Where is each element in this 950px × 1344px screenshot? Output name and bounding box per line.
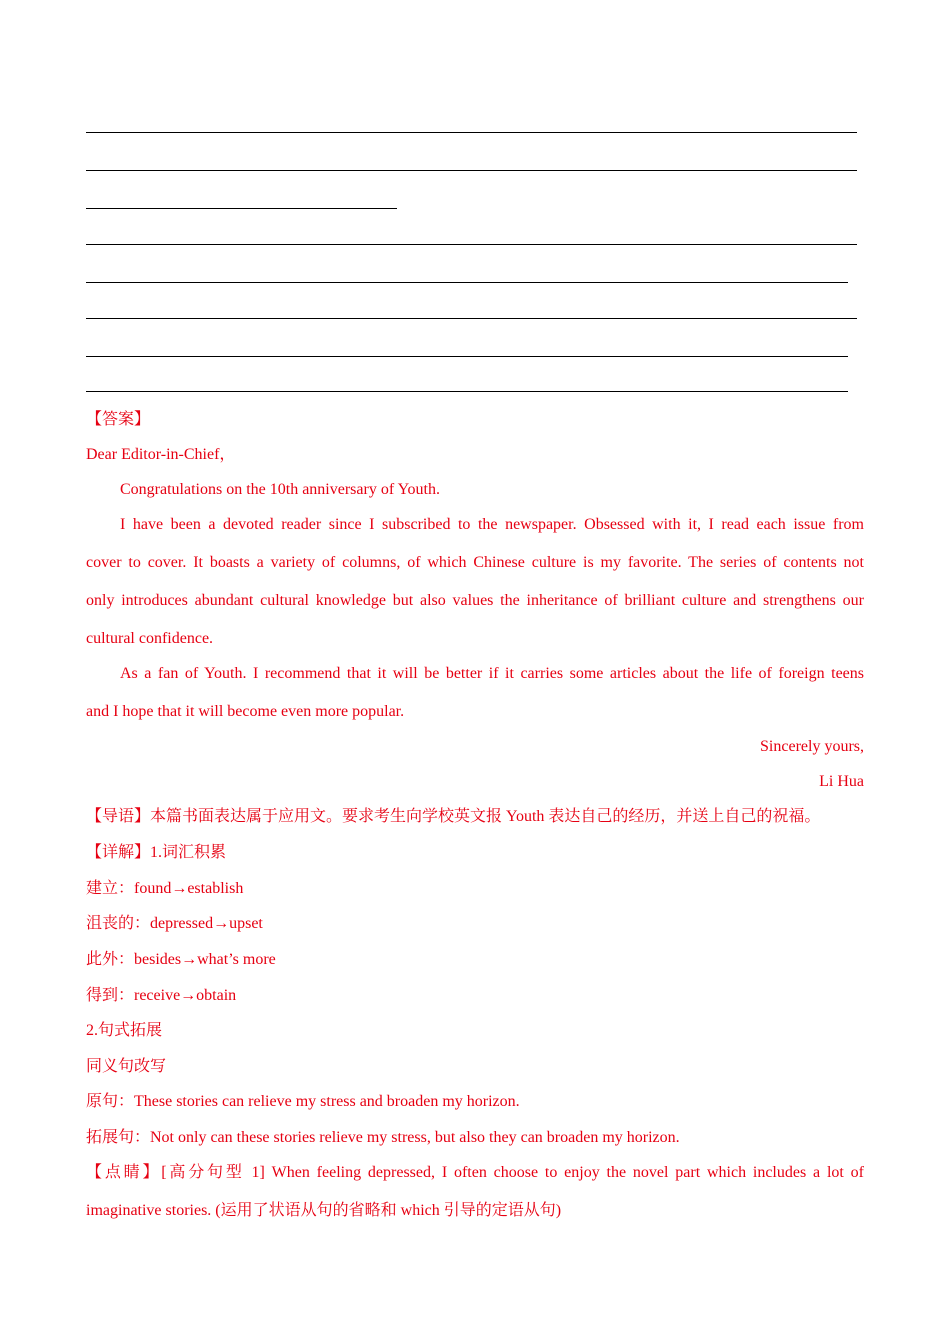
letter-paragraph-2-line: I have been a devoted reader since I subscribed to the newspaper. Obsessed with it, I read each issue from — [120, 516, 864, 533]
detail-heading: 【详解】1.词汇积累 — [86, 844, 227, 861]
writing-line — [86, 356, 848, 357]
answer-heading: 【答案】 — [86, 411, 151, 428]
writing-line — [86, 132, 857, 133]
writing-line — [86, 391, 848, 392]
vocab-item: 此外：besides→what’s more — [86, 951, 276, 968]
writing-line — [86, 170, 857, 171]
subsection-heading: 同义句改写 — [86, 1058, 167, 1075]
letter-paragraph-3-line: As a fan of Youth. I recommend that it will be better if it carries some articles about the life of foreign teens — [120, 665, 864, 682]
letter-paragraph-3-line: and I hope that it will become even more popular. — [86, 703, 405, 720]
letter-closing: Sincerely yours, — [760, 738, 864, 755]
writing-line — [86, 208, 397, 209]
letter-paragraph-1: Congratulations on the 10th anniversary of Youth. — [120, 481, 440, 498]
writing-line — [86, 318, 857, 319]
highlight-line: imaginative stories. (运用了状语从句的省略和 which 引导的定语从句) — [86, 1202, 562, 1219]
vocab-item: 得到：receive→obtain — [86, 987, 237, 1004]
letter-paragraph-2-line: only introduces abundant cultural knowledge but also values the inheritance of brilliant culture and strengthens our — [86, 592, 864, 609]
letter-paragraph-2-line: cultural confidence. — [86, 630, 214, 647]
section-heading: 2.句式拓展 — [86, 1022, 163, 1039]
writing-line — [86, 244, 857, 245]
letter-signature: Li Hua — [819, 773, 864, 790]
guide-text: 【导语】本篇书面表达属于应用文。要求考生向学校英文报 Youth 表达自己的经历，并送上自己的祝福。 — [86, 808, 821, 825]
writing-line — [86, 282, 848, 283]
original-sentence: 原句：These stories can relieve my stress and broaden my horizon. — [86, 1093, 520, 1110]
letter-paragraph-2-line: cover to cover. It boasts a variety of columns, of which Chinese culture is my favorite. The series of contents not — [86, 554, 864, 571]
letter-salutation: Dear Editor-in-Chief， — [86, 446, 236, 463]
highlight-line: 【点睛】[高分句型 1] When feeling depressed, I often choose to enjoy the novel part which includes a lot of — [86, 1164, 864, 1181]
vocab-item: 建立：found→establish — [86, 880, 244, 897]
expanded-sentence: 拓展句：Not only can these stories relieve my stress, but also they can broaden my horizon. — [86, 1129, 680, 1146]
vocab-item: 沮丧的：depressed→upset — [86, 915, 263, 932]
